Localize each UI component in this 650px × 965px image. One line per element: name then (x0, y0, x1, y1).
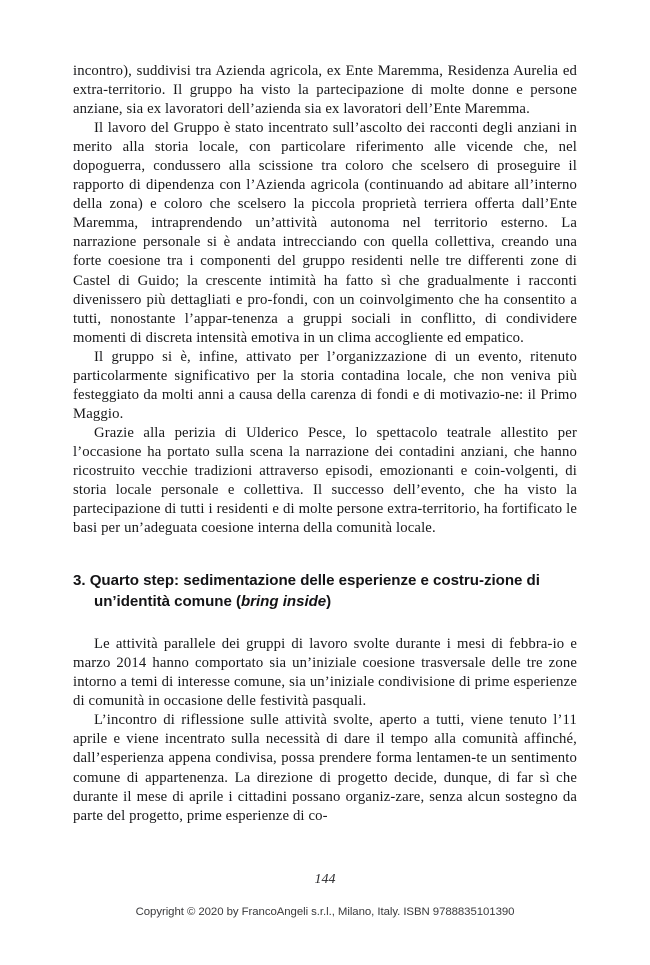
paragraph-2: Il lavoro del Gruppo è stato incentrato sull’ascolto dei racconti degli anziani in merito alla storia locale, con particolare riferimento alle vicende che, nel dopoguerra, condussero alla scissione tra coloro che scelsero di proseguire il rapporto di dipendenza con l’Azienda agricola (continuando ad abitare all’interno della zona) e coloro che scelsero la piccola proprietà terriera offerta dall’Ente Maremma, intraprendendo un’attività autonoma nel territorio esterno. La narrazione personale si è andata intrecciando con quella collettiva, creando una forte coesione tra i componenti del gruppo residenti nelle tre differenti zone di Castel di Guido; la crescente intimità ha fatto sì che gradualmente i racconti divenissero più dettagliati e pro-fondi, con un coinvolgimento che ha consentito a tutti, nonostante l’appar-tenenza a gruppi sociali in conflitto, di condividere momenti di discreta intensità emotiva in un clima accogliente ed empatico. (73, 120, 577, 346)
heading-spacer-below (73, 612, 577, 635)
page-number: 144 (314, 872, 336, 887)
paragraph-5: Le attività parallele dei gruppi di lavoro svolte durante i mesi di febbra-io e marzo 2014 hanno comportato sia un’iniziale coesione trasversale delle tre zone intorno a temi di interesse comune, sia un’iniziale condivisione di prime esperienze di comunità in occasione delle festività pasquali. (73, 636, 577, 710)
paragraph-4: Grazie alla perizia di Ulderico Pesce, lo spettacolo teatrale allestito per l’occasione ha portato sulla scena la narrazione dei contadini anziani, che hanno ricostruito vecchie tradizioni attraverso episodi, emozionanti e coin-volgenti, di storia locale personale e collettiva. Il successo dell’evento, che ha visto la partecipazione di tutti i residenti e di molte persone extra-territorio, ha fortificato le basi per un’adeguata coesione interna della comunità locale. (73, 424, 577, 537)
paragraph-6: L’incontro di riflessione sulle attività svolte, aperto a tutti, viene tenuto l’11 aprile e viene incentrato sulla necessità di dare il tempo alla comunità affinché, dall’esperienza appena condivisa, possa prendere forma lentamen-te un sentimento comune di appartenenza. La direzione di progetto decide, dunque, di far sì che durante il mese di aprile i cittadini possano organiz-zare, senza alcun sostegno da parte del progetto, prime esperienze di co- (73, 712, 577, 824)
section-heading (73, 571, 577, 612)
section-heading-italic-term: bring inside (240, 592, 327, 610)
paragraph-1: incontro), suddivisi tra Azienda agricola, ex Ente Maremma, Residenza Aurelia ed extra-territorio. Il gruppo ha visto la partecipazione di molte donne e persone anziane, sia ex lavoratori dell’azienda sia ex lavoratori dell’Ente Maremma. (73, 63, 577, 118)
page-content (73, 62, 577, 826)
heading-spacer-above (73, 538, 577, 571)
section-heading-close-paren: ) (326, 592, 332, 610)
paragraph-3: Il gruppo si è, infine, attivato per l’organizzazione di un evento, ritenuto particolarmente significativo per la storia contadina locale, che non veniva più festeggiato da molti anni a causa della carenza di fondi e di motivazio-ne: il Primo Maggio. (73, 348, 577, 422)
copyright-notice: Copyright © 2020 by FrancoAngeli s.r.l., Milano, Italy. ISBN 9788835101390 (135, 906, 515, 918)
section-heading-text: 3. Quarto step: sedimentazione delle esperienze e costru-zione di un’identità comune ( (73, 572, 540, 610)
